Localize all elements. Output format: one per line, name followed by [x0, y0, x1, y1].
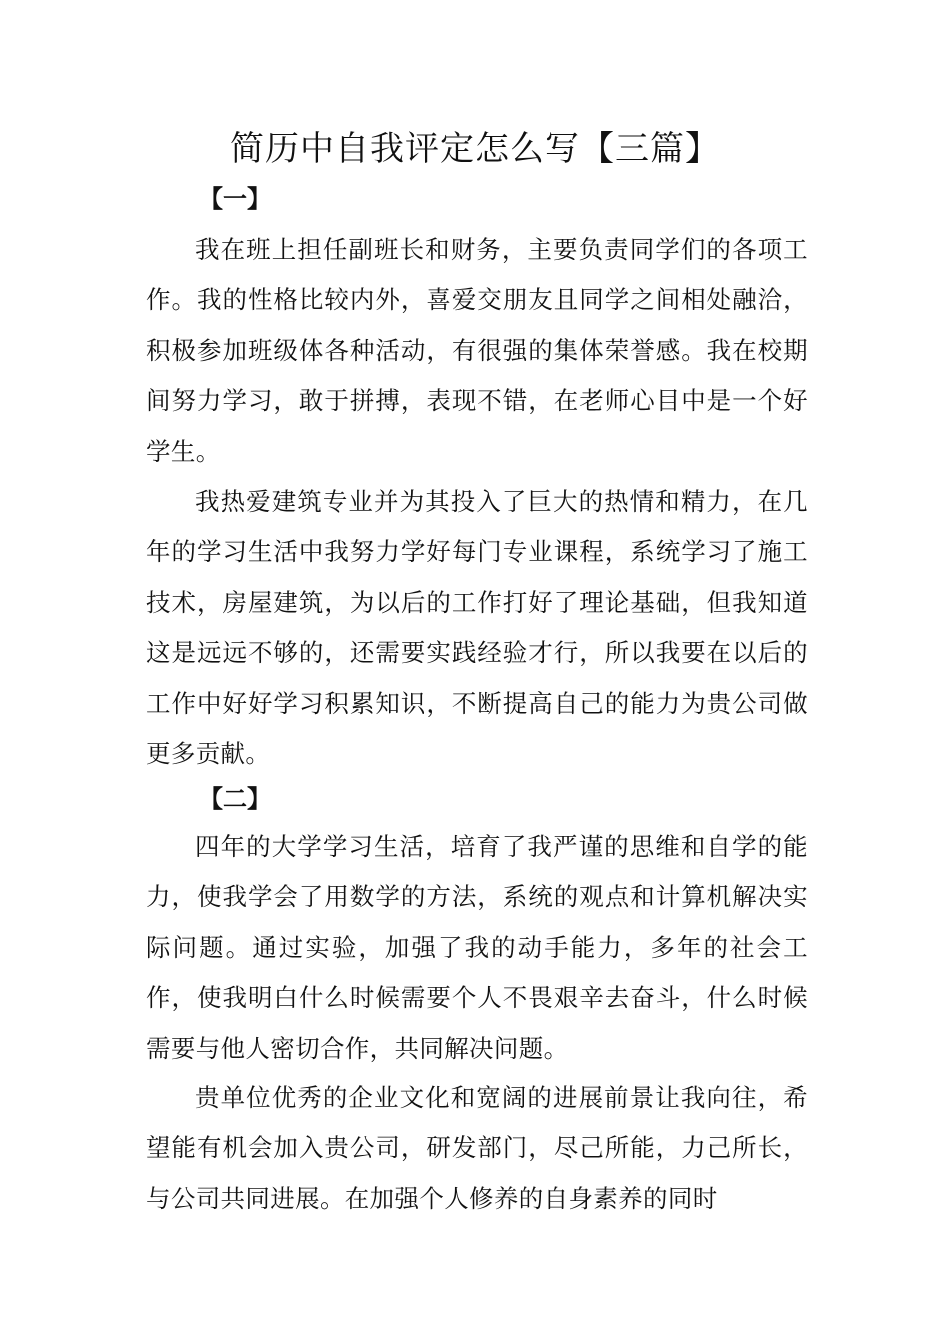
section-2-paragraph-1: 四年的大学学习生活，培育了我严谨的思维和自学的能力，使我学会了用数学的方法，系统的观点和计算机解决实际问题。通过实验，加强了我的动手能力，多年的社会工作，使我明白什么时候需要个人不畏艰辛去奋斗，什么时候需要与他人密切合作，共同解决问题。	[146, 832, 808, 1063]
section-2-paragraph-2: 贵单位优秀的企业文化和宽阔的进展前景让我向往，希望能有机会加入贵公司，研发部门，尽己所能，力己所长，与公司共同进展。在加强个人修养的自身素养的同时	[146, 1083, 808, 1213]
section-1-paragraph-2: 我热爱建筑专业并为其投入了巨大的热情和精力，在几年的学习生活中我努力学好每门专业课程，系统学习了施工技术，房屋建筑，为以后的工作打好了理论基础，但我知道这是远远不够的，还需要实践经验才行，所以我要在以后的工作中好好学习积累知识，不断提高自己的能力为贵公司做更多贡献。	[146, 487, 808, 769]
document-title: 简历中自我评定怎么写【三篇】	[230, 129, 720, 169]
section-label-1: 【一】	[199, 184, 271, 213]
section-1-paragraph-1: 我在班上担任副班长和财务，主要负责同学们的各项工作。我的性格比较内外，喜爱交朋友且同学之间相处融洽，积极参加班级体各种活动，有很强的集体荣誉感。我在校期间努力学习，敢于拼搏，表现不错，在老师心目中是一个好学生。	[146, 235, 808, 466]
section-label-2: 【二】	[199, 784, 271, 813]
